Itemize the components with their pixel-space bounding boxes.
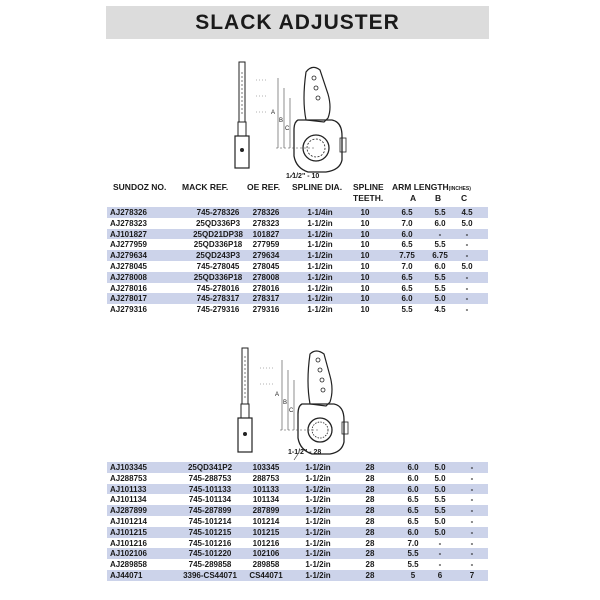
cell-code: AJ102106: [110, 549, 147, 559]
cell-code: AJ278323: [110, 218, 147, 228]
cell-oe: 102106: [252, 549, 280, 559]
cell-code: AJ277959: [110, 240, 147, 250]
cell-mack: 745-287899: [188, 506, 232, 516]
cell-c: -: [470, 560, 474, 570]
cell-code: AJ279316: [110, 305, 147, 315]
cell-c: -: [470, 473, 474, 483]
cell-mack: 745-278045: [196, 261, 240, 271]
cell-te: 10: [360, 272, 370, 282]
cell-oe: 279634: [252, 251, 280, 261]
cell-sp: 1-1/2in: [307, 294, 333, 304]
cell-a: 5: [410, 570, 416, 580]
cell-c: -: [465, 305, 469, 315]
cell-te: 10: [360, 283, 370, 293]
cell-b: 5.0: [434, 473, 446, 483]
cell-code: AJ278008: [110, 272, 147, 282]
cell-code: AJ101827: [110, 229, 147, 239]
table-row: [107, 250, 488, 261]
cell-b: 5.5: [434, 272, 446, 282]
cell-mack: 745-288753: [188, 473, 232, 483]
cell-mack: 25QD21DP38: [193, 229, 243, 239]
table-row: [107, 494, 488, 505]
table-row: [107, 304, 488, 315]
cell-c: -: [470, 484, 474, 494]
cell-te: 10: [360, 240, 370, 250]
cell-oe: 278016: [252, 283, 280, 293]
cell-b: 5.5: [434, 208, 446, 217]
cell-mack: 745-278326: [196, 208, 240, 217]
cell-te: 28: [365, 527, 375, 537]
table-row: [107, 505, 488, 516]
cell-c: -: [465, 283, 469, 293]
cell-c: -: [465, 240, 469, 250]
cell-sp: 1-1/2in: [307, 261, 333, 271]
cell-te: 28: [365, 463, 375, 472]
cell-mack: 745-289858: [188, 560, 232, 570]
table-row: [107, 218, 488, 229]
cell-a: 6.0: [407, 484, 419, 494]
table-row: [107, 293, 488, 304]
dim-label-a-2: A: [275, 392, 280, 398]
cell-code: AJ289858: [110, 560, 147, 570]
cell-mack: 25QD336P18: [193, 240, 243, 250]
table-row: [107, 548, 488, 559]
cell-te: 10: [360, 305, 370, 315]
header-inches: (INCHES): [448, 186, 471, 192]
cell-code: AJ103345: [110, 463, 147, 472]
cell-b: 5.0: [434, 516, 446, 526]
cell-sp: 1-1/2in: [307, 229, 333, 239]
cell-te: 28: [365, 495, 375, 505]
cell-b: 6: [437, 570, 443, 580]
cell-c: 7: [469, 570, 475, 580]
cell-code: AJ101134: [110, 495, 147, 505]
cell-b: 5.0: [434, 484, 446, 494]
cell-te: 28: [365, 560, 375, 570]
cell-b: 6.0: [434, 218, 446, 228]
cell-sp: 1-1/2in: [305, 473, 331, 483]
cell-a: 6.5: [407, 506, 419, 516]
cell-c: 5.0: [461, 261, 473, 271]
table-row: [107, 538, 488, 549]
cell-sp: 1-1/2in: [307, 272, 333, 282]
table-row: [107, 207, 488, 218]
cell-oe: 101827: [252, 229, 280, 239]
cell-sp: 1-1/2in: [307, 305, 333, 315]
cell-oe: 279316: [252, 305, 280, 315]
cell-mack: 3396-CS44071: [183, 570, 237, 580]
cell-b: -: [438, 229, 442, 239]
cell-c: -: [465, 294, 469, 304]
cell-c: -: [470, 506, 474, 516]
cell-code: AJ101216: [110, 538, 147, 548]
cell-a: 6.5: [401, 208, 413, 217]
table-row: [107, 283, 488, 294]
cell-oe: 101134: [252, 495, 280, 505]
cell-c: -: [465, 251, 469, 261]
table-row: [107, 559, 488, 570]
cell-mack: 745-101214: [188, 516, 232, 526]
cell-oe: 278045: [252, 261, 280, 271]
header-arm-length: [392, 182, 471, 192]
cell-c: -: [470, 463, 474, 472]
dim-label-b: B: [279, 118, 284, 124]
cell-b: 5.0: [434, 527, 446, 537]
dim-label-b-2: B: [283, 400, 288, 406]
cell-code: AJ279634: [110, 251, 147, 261]
cell-oe: 278326: [252, 208, 280, 217]
cell-c: -: [470, 527, 474, 537]
slack-adjuster-drawing-1: [228, 60, 358, 178]
cell-code: AJ278045: [110, 261, 147, 271]
cell-te: 28: [365, 506, 375, 516]
cell-b: 5.5: [434, 495, 446, 505]
cell-sp: 1-1/2in: [305, 527, 331, 537]
header-spline: SPLINE: [353, 182, 384, 192]
page-title: SLACK ADJUSTER: [195, 10, 400, 34]
header-b: B: [435, 193, 442, 203]
cell-oe: 278323: [252, 218, 280, 228]
cell-te: 28: [365, 538, 375, 548]
dim-label-c-2: C: [289, 408, 294, 414]
table-row: [107, 473, 488, 484]
cell-a: 6.5: [401, 272, 413, 282]
cell-b: 5.5: [434, 506, 446, 516]
cell-b: -: [438, 538, 442, 548]
header-arm-length-label: ARM LENGTH: [392, 182, 449, 192]
cell-a: 5.5: [401, 305, 413, 315]
cell-te: 10: [360, 251, 370, 261]
cell-a: 6.5: [401, 283, 413, 293]
cell-mack: 745-101216: [188, 538, 232, 548]
table-row: [107, 462, 488, 473]
slack-adjuster-drawing-2: [232, 346, 362, 462]
cell-te: 28: [365, 484, 375, 494]
cell-a: 6.5: [407, 516, 419, 526]
cell-oe: 103345: [252, 463, 280, 472]
cell-code: AJ288753: [110, 473, 147, 483]
cell-b: 5.0: [434, 294, 446, 304]
cell-a: 6.0: [407, 473, 419, 483]
table-row: [107, 527, 488, 538]
cell-sp: 1-1/2in: [305, 560, 331, 570]
cell-sp: 1-1/2in: [305, 570, 331, 580]
cell-mack: 745-278016: [196, 283, 240, 293]
cell-a: 6.5: [401, 240, 413, 250]
table1: [107, 207, 488, 315]
cell-code: AJ278016: [110, 283, 147, 293]
cell-b: -: [438, 560, 442, 570]
cell-te: 10: [360, 208, 370, 217]
cell-oe: 101133: [252, 484, 280, 494]
cell-c: -: [470, 549, 474, 559]
title-bar: [106, 6, 489, 39]
cell-sp: 1-1/2in: [305, 538, 331, 548]
spline-callout-1: 1-1/2" - 10: [286, 173, 320, 180]
cell-mack: 745-101215: [188, 527, 232, 537]
cell-sp: 1-1/2in: [305, 484, 331, 494]
cell-sp: 1-1/2in: [305, 463, 331, 472]
cell-code: AJ101215: [110, 527, 147, 537]
cell-te: 10: [360, 294, 370, 304]
cell-code: AJ278017: [110, 294, 147, 304]
table-row: [107, 516, 488, 527]
cell-oe: 277959: [252, 240, 280, 250]
cell-oe: 101215: [252, 527, 280, 537]
cell-b: 5.5: [434, 240, 446, 250]
cell-oe: 278317: [252, 294, 280, 304]
header-mack-ref: MACK REF.: [182, 182, 229, 192]
cell-b: 6.0: [434, 261, 446, 271]
table-row: [107, 570, 488, 581]
cell-sp: 1-1/2in: [305, 506, 331, 516]
cell-b: 5.5: [434, 283, 446, 293]
cell-a: 5.5: [407, 560, 419, 570]
cell-oe: 101216: [252, 538, 280, 548]
cell-b: 4.5: [434, 305, 446, 315]
cell-a: 7.0: [401, 261, 413, 271]
table-row: [107, 239, 488, 250]
cell-a: 5.5: [407, 549, 419, 559]
cell-mack: 745-279316: [196, 305, 240, 315]
header-sundoz-no: SUNDOZ NO.: [113, 182, 167, 192]
cell-oe: 288753: [252, 473, 280, 483]
cell-a: 6.0: [407, 463, 419, 472]
cell-oe: 287899: [252, 506, 280, 516]
cell-oe: CS44071: [249, 570, 283, 580]
cell-b: -: [438, 549, 442, 559]
cell-a: 7.0: [401, 218, 413, 228]
cell-code: AJ287899: [110, 506, 147, 516]
cell-sp: 1-1/2in: [305, 495, 331, 505]
cell-te: 28: [365, 549, 375, 559]
cell-mack: 745-101133: [188, 484, 232, 494]
table-row: [107, 484, 488, 495]
cell-mack: 25QD341P2: [187, 463, 233, 472]
table-row: [107, 229, 488, 240]
dim-label-c: C: [285, 126, 290, 132]
cell-a: 6.5: [407, 495, 419, 505]
cell-sp: 1-1/2in: [307, 283, 333, 293]
cell-mack: 25QD336P18: [193, 272, 243, 282]
cell-oe: 289858: [252, 560, 280, 570]
cell-c: -: [470, 516, 474, 526]
table-row: [107, 261, 488, 272]
header-a: A: [410, 193, 417, 203]
cell-b: 5.0: [434, 463, 446, 472]
cell-a: 6.0: [407, 527, 419, 537]
cell-te: 10: [360, 218, 370, 228]
cell-mack: 25QD336P3: [195, 218, 241, 228]
spline-callout-2: 1-1/2" - 28: [288, 449, 322, 456]
cell-code: AJ101214: [110, 516, 147, 526]
header-spline-dia: SPLINE DIA.: [292, 182, 343, 192]
cell-mack: 745-101220: [188, 549, 232, 559]
cell-c: 4.5: [461, 208, 473, 217]
cell-oe: 101214: [252, 516, 280, 526]
cell-te: 28: [365, 473, 375, 483]
header-teeth: TEETH.: [353, 193, 384, 203]
cell-sp: 1-1/2in: [305, 516, 331, 526]
cell-sp: 1-1/2in: [307, 240, 333, 250]
table2: [107, 462, 488, 581]
cell-te: 28: [365, 570, 375, 580]
cell-c: -: [470, 538, 474, 548]
cell-sp: 1-1/2in: [307, 251, 333, 261]
cell-code: AJ278326: [110, 208, 147, 217]
cell-c: -: [465, 272, 469, 282]
cell-c: 5.0: [461, 218, 473, 228]
cell-mack: 745-101134: [188, 495, 232, 505]
cell-sp: 1-1/2in: [307, 218, 333, 228]
cell-sp: 1-1/2in: [305, 549, 331, 559]
cell-mack: 745-278317: [196, 294, 240, 304]
cell-code: AJ101133: [110, 484, 147, 494]
table-row: [107, 272, 488, 283]
cell-a: 6.0: [401, 294, 413, 304]
cell-c: -: [465, 229, 469, 239]
cell-c: -: [470, 495, 474, 505]
cell-sp: 1-1/4in: [307, 208, 333, 217]
header-c: C: [461, 193, 468, 203]
cell-te: 10: [360, 261, 370, 271]
cell-a: 7.0: [407, 538, 419, 548]
cell-te: 10: [360, 229, 370, 239]
cell-mack: 25QD243P3: [195, 251, 241, 261]
cell-b: 6.75: [432, 251, 448, 261]
header-oe-ref: OE REF.: [247, 182, 281, 192]
cell-a: 6.0: [401, 229, 413, 239]
cell-te: 28: [365, 516, 375, 526]
dim-label-a: A: [271, 110, 276, 116]
cell-a: 7.75: [399, 251, 415, 261]
cell-oe: 278008: [252, 272, 280, 282]
cell-code: AJ44071: [110, 570, 143, 580]
